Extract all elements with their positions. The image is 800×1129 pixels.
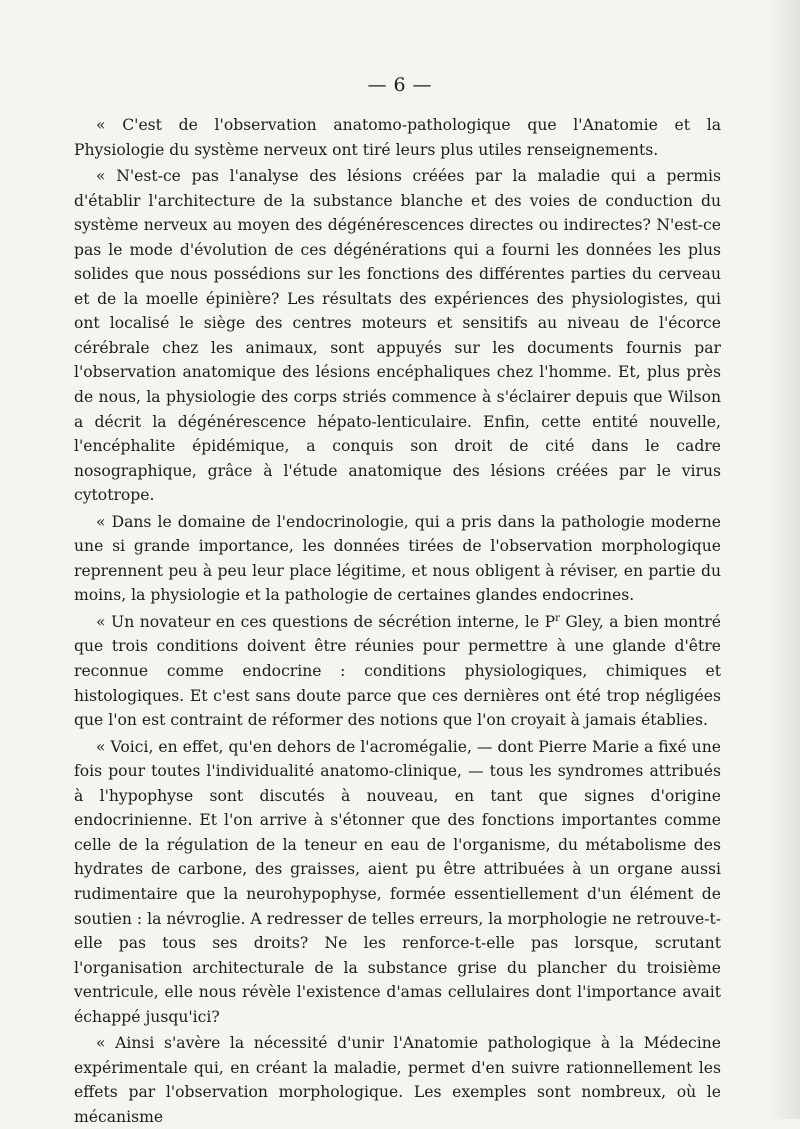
paragraph-2: « N'est-ce pas l'analyse des lésions créées par la maladie qui a permis d'établir l'architecture de la substance blanche et des voies de conduction du système nerveux au moyen des dégénérescences directes ou indirectes? N'est-ce pas le mode d'évolution de ces dégénérations qui a fourni les données les plus solides que nous possédions sur les fonctions des différentes parties du cerveau et de la moelle épinière? Les résultats des expériences des physiologistes, qui ont localisé le siège des centres moteurs et sensitifs au niveau de l'écorce cérébrale chez les animaux, sont appuyés sur les documents fournis par l'observation anatomique des lésions encéphaliques chez l'homme. Et, plus près de nous, la physiologie des corps striés commence à s'éclairer depuis que Wilson a décrit la dégénérescence hépato-lenticulaire. Enfin, cette entité nouvelle, l'encéphalite épidémique, a conquis son droit de cité dans le cadre nosographique, grâce à l'étude anatomique des lésions créées par le virus cytotrope. (74, 167, 721, 505)
paragraph-4-text-after: Gley, a bien montré que trois conditions doivent être réunies pour permettre à une glande d'être reconnue comme endocrine : conditions physiologiques, chimiques et histologiques. Et c'est sans doute parce que ces dernières ont été trop négligées que l'on est contraint de réformer des notions que l'on croyait à jamais établies. (74, 612, 721, 730)
page-number-value: 6 (393, 74, 407, 96)
page-number-dash-right: — (412, 74, 433, 96)
page-number (0, 74, 800, 96)
paragraph-1: « C'est de l'observation anatomo-pathologique que l'Anatomie et la Physiologie du système nerveux ont tiré leurs plus utiles renseignements. (74, 116, 721, 159)
paragraph-3: « Dans le domaine de l'endocrinologie, qui a pris dans la pathologie moderne une si grande importance, les données tirées de l'observation morphologique reprennent peu à peu leur place légitime, et nous obligent à réviser, en partie du moins, la physiologie et la pathologie de certaines glandes endocrines. (74, 512, 721, 605)
paragraph-4 (74, 610, 721, 733)
paragraph-4-text-before: « Un novateur en ces questions de sécrétion interne, le P (96, 612, 556, 631)
paragraph-4-superscript: r (555, 612, 560, 624)
paragraph-6: « Ainsi s'avère la nécessité d'unir l'Anatomie pathologique à la Médecine expérimentale qui, en créant la maladie, permet d'en suivre rationnellement les effets par l'observation morphologique. Les exemples sont nombreux, où le mécanisme (74, 1034, 721, 1126)
paragraph-5: « Voici, en effet, qu'en dehors de l'acromégalie, — dont Pierre Marie a fixé une fois pour toutes l'individualité anatomo-clinique, — tous les syndromes attribués à l'hypophyse sont discutés à nouveau, en tant que signes d'origine endocrinienne. Et l'on arrive à s'étonner que des fonctions importantes comme celle de la régulation de la teneur en eau de l'organisme, du métabolisme des hydrates de carbone, des graisses, aient pu être attribuées à un organe aussi rudimentaire que la neurohypophyse, formée essentiellement d'un élément de soutien : la névroglie. A redresser de telles erreurs, la morphologie ne retrouve-t-elle pas tous ses droits? Ne les renforce-t-elle pas lorsque, scrutant l'organisation architecturale de la substance grise du plancher du troisième ventricule, elle nous révèle l'existence d'amas cellulaires dont l'importance avait échappé jusqu'ici? (74, 737, 721, 1026)
body-text (74, 113, 721, 1129)
page-number-dash-left: — (367, 74, 388, 96)
